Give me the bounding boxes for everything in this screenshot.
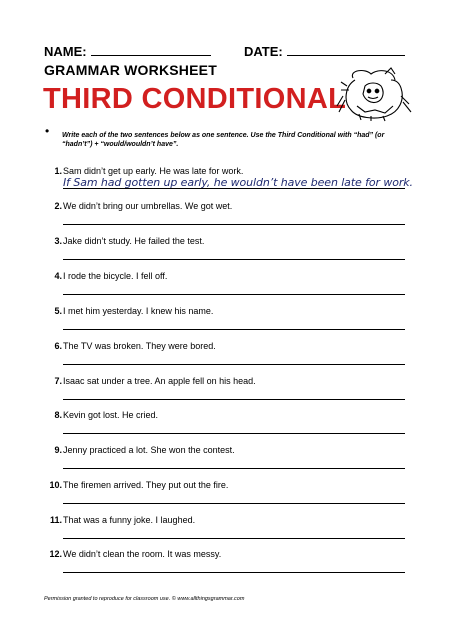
exercise-item-12 [0, 549, 452, 579]
exercise-item-9 [0, 445, 452, 475]
item-sentence: We didn’t clean the room. It was messy. [63, 549, 222, 559]
item-sentence: Jenny practiced a lot. She won the contest. [63, 445, 235, 455]
item-number: 12. [49, 549, 62, 559]
item-number: 3. [54, 236, 62, 246]
copyright-footer: Permission granted to reproduce for classroom use. © www.allthingsgrammar.com [44, 596, 245, 602]
item-sentence: We didn’t bring our umbrellas. We got wet. [63, 201, 233, 211]
exercise-item-10 [0, 480, 452, 510]
answer-line[interactable] [63, 259, 405, 260]
exercise-item-6 [0, 341, 452, 371]
answer-line[interactable] [63, 364, 405, 365]
instruction-bullet: • [45, 124, 50, 138]
exercise-item-2 [0, 201, 452, 231]
exercise-item-7 [0, 376, 452, 406]
name-blank-line[interactable] [91, 43, 211, 56]
answer-line[interactable] [63, 329, 405, 330]
answer-line[interactable] [63, 538, 405, 539]
item-number: 10. [49, 480, 62, 490]
item-sentence: The TV was broken. They were bored. [63, 341, 216, 351]
exercise-item-11 [0, 515, 452, 545]
answer-line[interactable] [63, 399, 405, 400]
item-sentence: Kevin got lost. He cried. [63, 410, 159, 420]
date-blank-line[interactable] [287, 43, 405, 56]
answer-line[interactable] [63, 188, 405, 189]
item-number: 2. [54, 201, 62, 211]
instructions-text: Write each of the two sentences below as one sentence. Use the Third Conditional with “had” (or “hadn’t”) + “would/wouldn’t have”. [62, 132, 385, 148]
answer-line[interactable] [63, 503, 405, 504]
item-sentence: That was a funny joke. I laughed. [63, 515, 196, 525]
item-sentence: I rode the bicycle. I fell off. [63, 271, 168, 281]
answer-line[interactable] [63, 468, 405, 469]
scarecrow-illustration [335, 66, 413, 122]
item-sentence: I met him yesterday. I knew his name. [63, 306, 214, 316]
item-number: 7. [54, 376, 62, 386]
item-number: 9. [54, 445, 62, 455]
item-sentence: Jake didn’t study. He failed the test. [63, 236, 205, 246]
item-number: 1. [54, 166, 62, 176]
exercise-item-5 [0, 306, 452, 336]
answer-line[interactable] [63, 572, 405, 573]
answer-line[interactable] [63, 433, 405, 434]
item-number: 8. [54, 410, 62, 420]
example-answer: If Sam had gotten up early, he wouldn’t have been late for work. [63, 176, 413, 189]
item-number: 6. [54, 341, 62, 351]
worksheet-title: THIRD CONDITIONAL [43, 83, 347, 115]
date-field[interactable] [244, 43, 405, 59]
worksheet-subtitle: GRAMMAR WORKSHEET [44, 62, 217, 78]
item-sentence: Sam didn’t get up early. He was late for work. [63, 166, 244, 176]
exercise-item-8 [0, 410, 452, 440]
item-number: 4. [54, 271, 62, 281]
exercise-item-4 [0, 271, 452, 301]
item-number: 11. [49, 515, 62, 525]
exercise-item-3 [0, 236, 452, 266]
answer-line[interactable] [63, 294, 405, 295]
answer-line[interactable] [63, 224, 405, 225]
item-sentence: The firemen arrived. They put out the fire. [63, 480, 229, 490]
date-label: DATE: [244, 44, 283, 59]
item-number: 5. [54, 306, 62, 316]
item-sentence: Isaac sat under a tree. An apple fell on his head. [63, 376, 256, 386]
name-field[interactable] [44, 43, 211, 59]
name-label: NAME: [44, 44, 87, 59]
